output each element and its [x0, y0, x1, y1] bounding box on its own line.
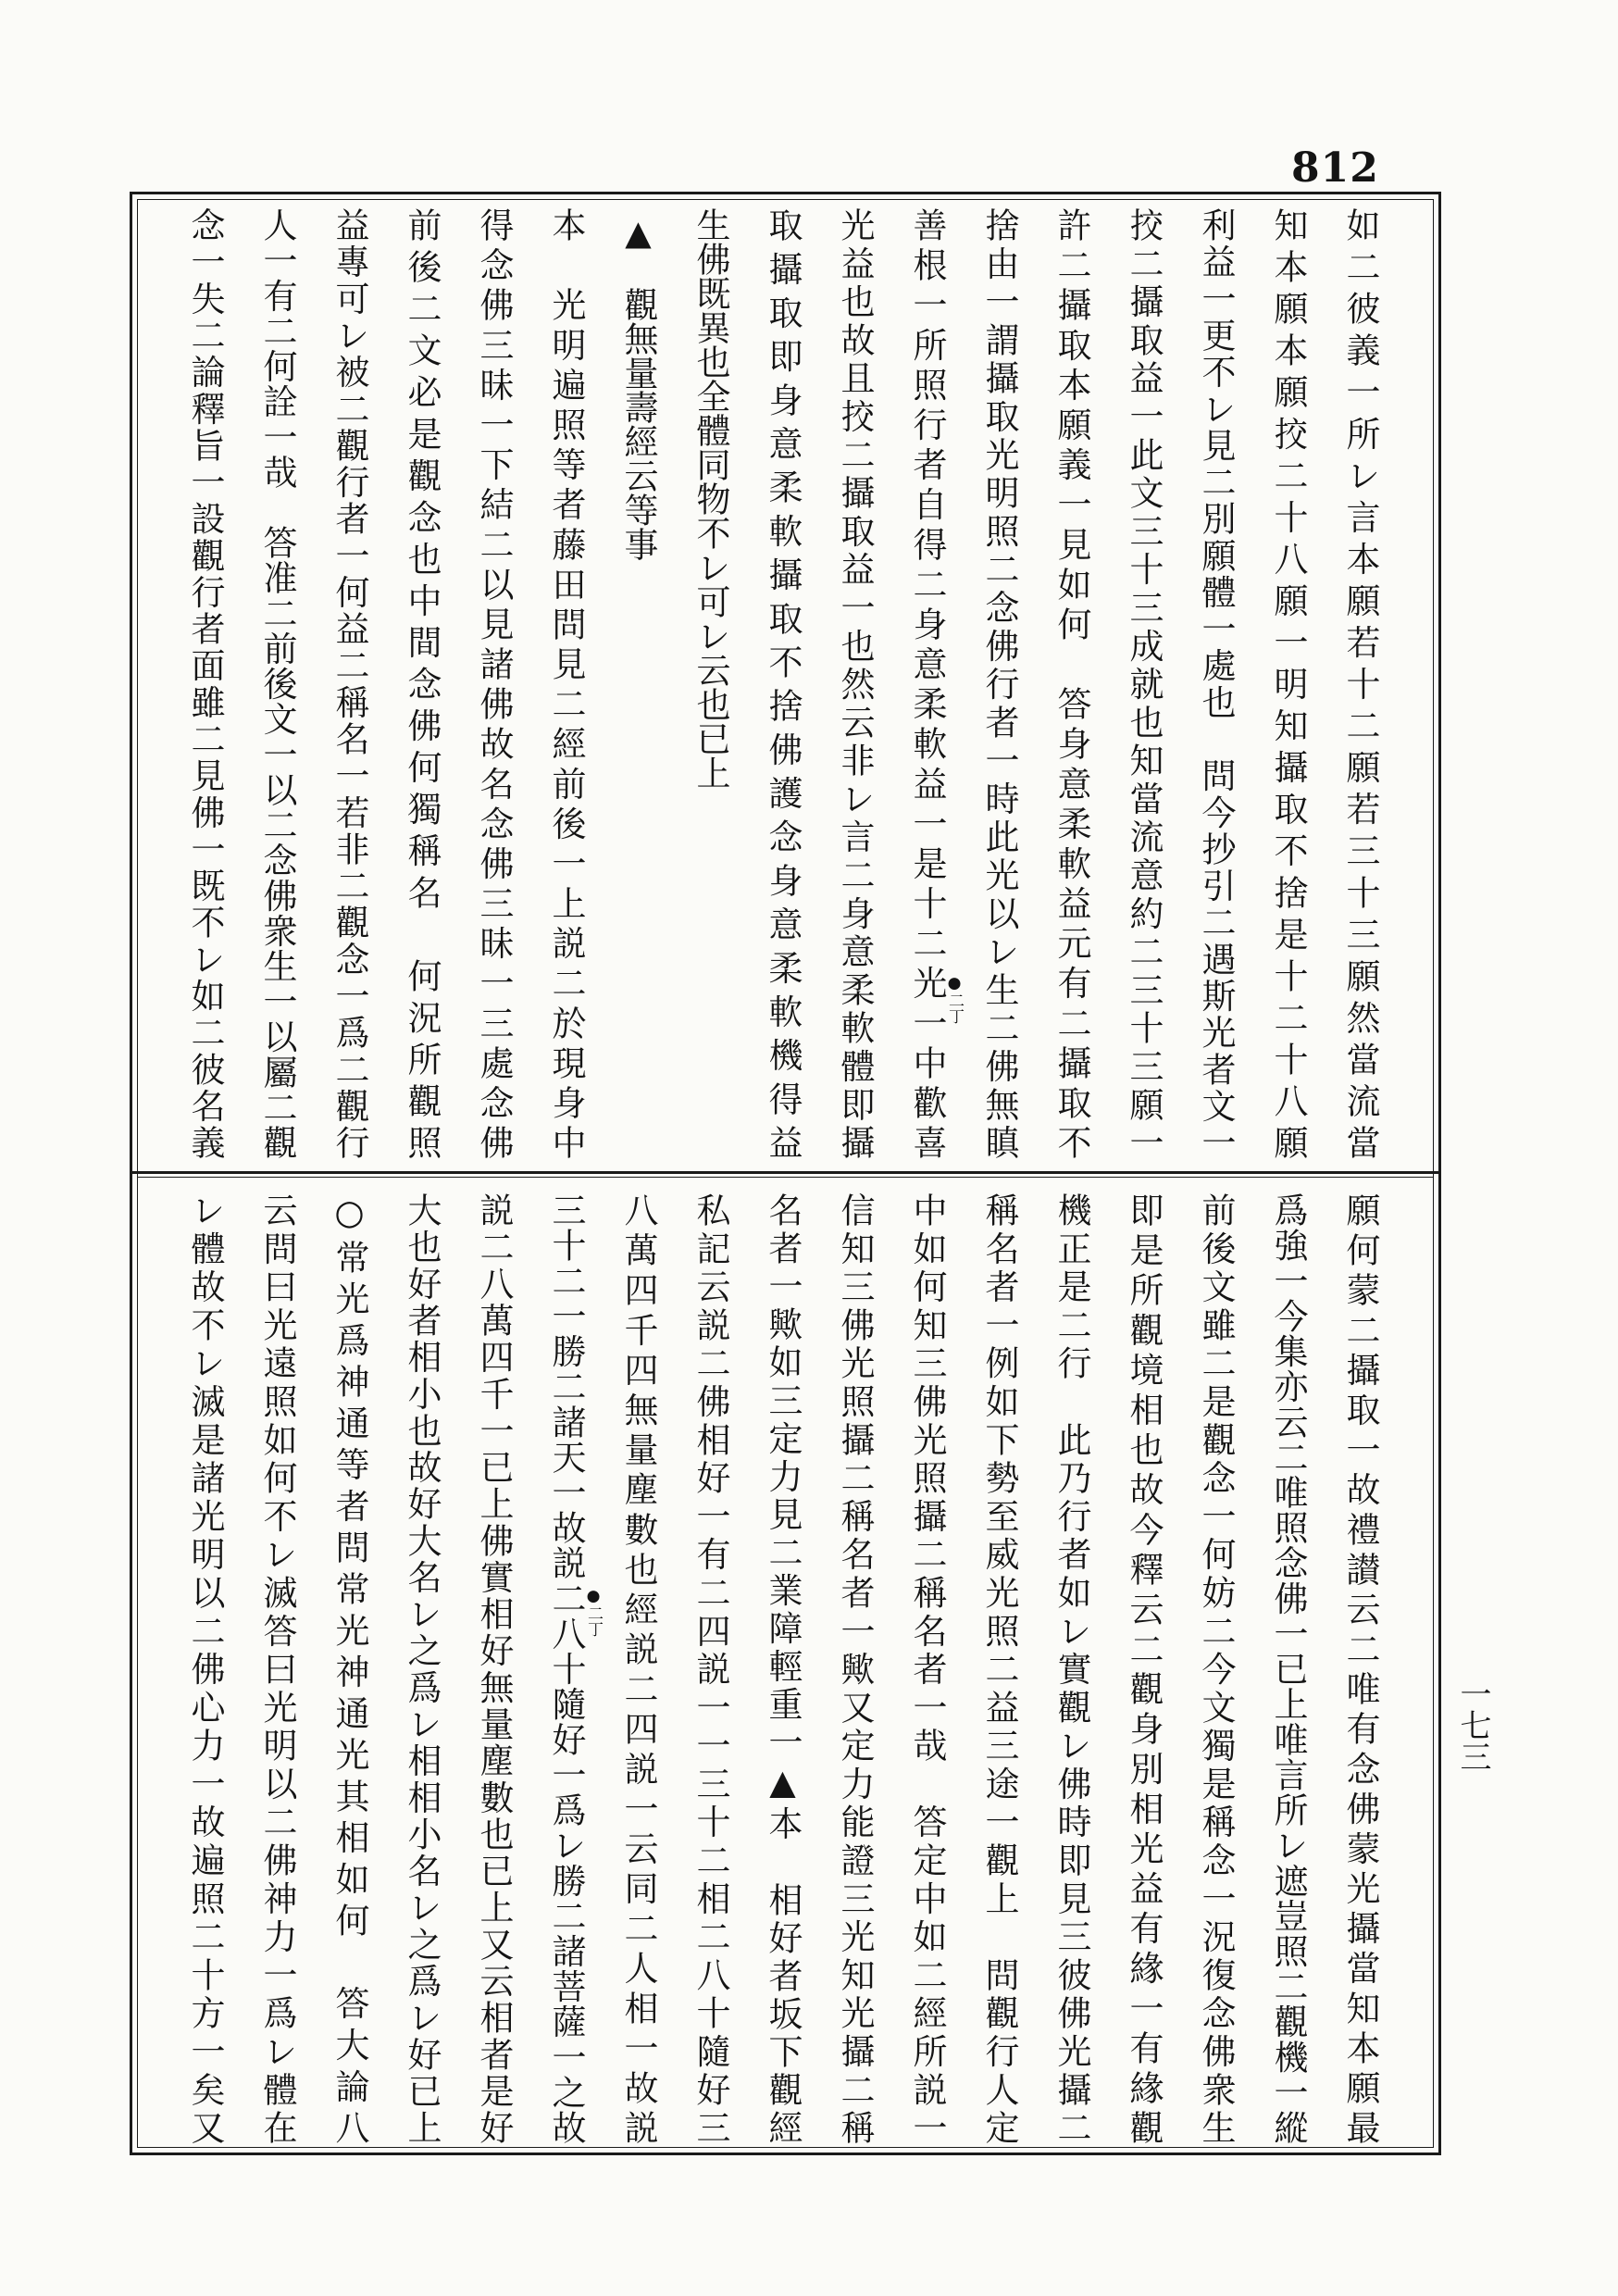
page-number: 812: [1291, 144, 1379, 192]
lower-column-5: 機正是二行 此乃行者如レ實觀レ佛時即見三彼佛光攝二: [1052, 1192, 1091, 2144]
upper-column-1: 如二彼義一所レ言本願若十二願若三十三願然當流當: [1340, 207, 1380, 1159]
lower-column-7: 中如何知三佛光照攝二稱名者一哉 答定中如二經所説一: [907, 1192, 947, 2144]
margin-page-number: 一七三: [1454, 1678, 1491, 1772]
lower-register: [168, 1192, 1396, 2144]
section-heading: ▲ 觀無量壽經云等事: [618, 213, 658, 561]
lower-column-4: 即是所觀境相也故今釋云二觀身別相光益有緣一有緣觀: [1124, 1192, 1164, 2144]
lower-column-16: 云問曰光遠照如何不レ滅答曰光明以二佛神力一爲レ體在: [257, 1192, 297, 2144]
lower-column-2: 爲強一今集亦云二唯照念佛一已上唯言所レ遮豈照二觀機一縱: [1268, 1192, 1308, 2144]
lower-column-17: レ體故不レ滅是諸光明以二佛心力一故遍照二十方一矣又: [185, 1192, 225, 2144]
upper-column-9: 取攝取即身意柔軟攝取不捨佛護念身意柔軟機得益: [763, 207, 803, 1159]
upper-register: [168, 207, 1396, 1159]
lower-column-8: 信知三佛光照攝二稱名者一歟又定力能證三光知光攝二稱: [835, 1192, 875, 2144]
folio-mark-upper: ●二丁: [945, 974, 964, 1024]
lower-column-15: ○常光爲神通等者問常光神通光其相如何 答大論八: [330, 1192, 369, 2144]
upper-column-15: 益專可レ被二觀行者一何益二稱名一若非二觀念一爲二觀行: [330, 207, 369, 1159]
upper-column-3: 利益一更不レ見二別願體一處也 問今抄引二遇斯光者文一: [1196, 207, 1236, 1159]
register-divider: [132, 1171, 1438, 1174]
lower-column-3: 前後文雖二是觀念一何妨二今文獨是稱念一況復念佛衆生: [1196, 1192, 1236, 2144]
upper-column-17: 念一失二論釋旨一設觀行者面雖二見佛一既不レ如二彼名義: [185, 207, 225, 1159]
upper-column-4: 挍二攝取益一此文三十三成就也知當流意約二三十三願一: [1124, 207, 1164, 1159]
lower-column-10: 私記云説二佛相好一有二四説一一三十二相二八十隨好三: [691, 1192, 730, 2144]
lower-column-14: 大也好者相小也故好大名レ之爲レ相相小名レ之爲レ好已上: [402, 1192, 442, 2144]
lower-column-9: 名者一歟如三定力見二業障輕重一▲本 相好者坂下觀經: [763, 1192, 803, 2144]
lower-column-11: 八萬四千四無量塵數也經説二四説一云同二人相一故説: [618, 1192, 658, 2144]
folio-mark-lower: ●二丁: [584, 1587, 603, 1637]
upper-column-8: 光益也故且挍二攝取益一也然云非レ言二身意柔軟體即攝: [835, 207, 875, 1159]
upper-column-14: 前後二文必是觀念也中間念佛何獨稱名 何況所觀照: [402, 207, 442, 1159]
upper-column-16: 人一有二何詮一哉 答准二前後文一以二念佛衆生一以屬二觀: [257, 207, 297, 1159]
upper-column-6: 捨由一謂攝取光明照二念佛行者一時此光以レ生二佛無瞋: [979, 207, 1019, 1159]
upper-column-12: 本 光明遍照等者藤田問見二經前後一上説二於現身中: [546, 207, 586, 1159]
register-divider-thin: [137, 1177, 1434, 1178]
upper-column-2: 知本願本願挍二十八願一明知攝取不捨是十二十八願: [1268, 207, 1308, 1159]
lower-column-1: 願何蒙二攝取一故禮讃云二唯有念佛蒙光攝當知本願最: [1340, 1192, 1380, 2144]
lower-column-13: 説二八萬四千一已上佛實相好無量塵數也已上又云相者是好: [474, 1192, 514, 2144]
lower-column-6: 稱名者一例如下勢至威光照二益三途一觀上 問觀行人定: [979, 1192, 1019, 2144]
upper-column-5: 許二攝取本願義一見如何 答身意柔軟益元有二攝取不: [1052, 207, 1091, 1159]
upper-column-10: 生佛既異也全體同物不レ可レ云也已上: [691, 207, 730, 790]
upper-column-13: 得念佛三昧一下結二以見諸佛故名念佛三昧一三處念佛: [474, 207, 514, 1159]
upper-column-7: 善根一所照行者自得二身意柔軟益一是十二光一中歡喜: [907, 207, 947, 1159]
lower-column-12: 三十二一勝二諸天一故説二八十隨好一爲レ勝二諸菩薩一之故: [546, 1192, 586, 2144]
